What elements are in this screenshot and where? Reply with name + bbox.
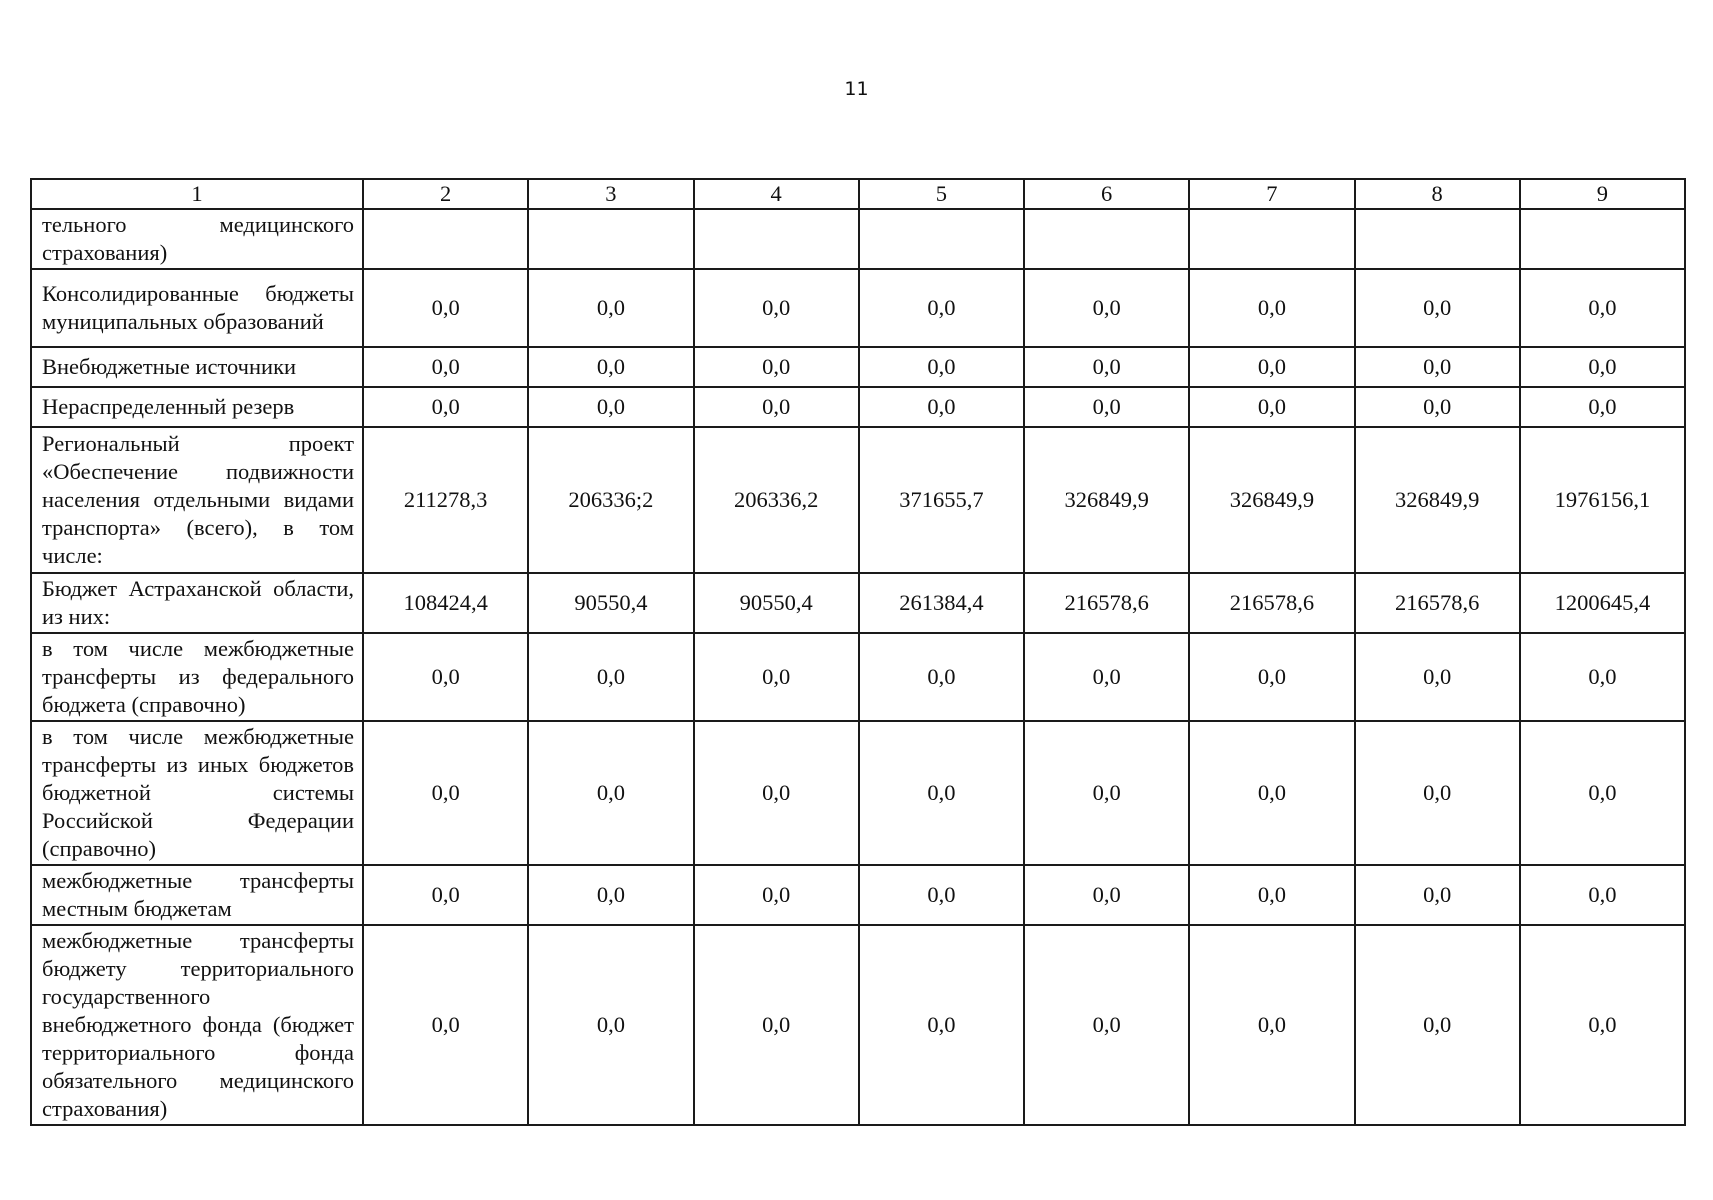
- value-cell-col-4: 0,0: [694, 387, 859, 427]
- value-cell-col-3: [528, 209, 693, 269]
- value-cell-col-6: 0,0: [1024, 925, 1189, 1125]
- value-cell-col-5: 0,0: [859, 347, 1024, 387]
- value-cell-col-7: 0,0: [1189, 347, 1354, 387]
- row-label: тельного медицинского страхования): [31, 209, 363, 269]
- value-cell-col-4: 90550,4: [694, 573, 859, 633]
- value-cell-col-2: 0,0: [363, 633, 528, 721]
- row-label: в том числе межбюджетные трансферты из федерального бюджета (справочно): [31, 633, 363, 721]
- value-cell-col-5: 0,0: [859, 721, 1024, 865]
- value-cell-col-6: 0,0: [1024, 269, 1189, 347]
- column-header-5: 5: [859, 179, 1024, 209]
- value-cell-col-7: 0,0: [1189, 925, 1354, 1125]
- column-header-8: 8: [1355, 179, 1520, 209]
- value-cell-col-2: 0,0: [363, 865, 528, 925]
- column-header-6: 6: [1024, 179, 1189, 209]
- value-cell-col-7: 0,0: [1189, 387, 1354, 427]
- page-number: 11: [844, 78, 869, 100]
- value-cell-col-8: 0,0: [1355, 269, 1520, 347]
- value-cell-col-4: 0,0: [694, 633, 859, 721]
- value-cell-col-2: 108424,4: [363, 573, 528, 633]
- value-cell-col-5: 0,0: [859, 865, 1024, 925]
- table-row: [31, 387, 1685, 427]
- value-cell-col-6: 0,0: [1024, 387, 1189, 427]
- value-cell-col-7: 0,0: [1189, 269, 1354, 347]
- table-row: [31, 633, 1685, 721]
- value-cell-col-9: 1976156,1: [1520, 427, 1685, 573]
- value-cell-col-5: [859, 209, 1024, 269]
- value-cell-col-3: 0,0: [528, 387, 693, 427]
- table-row: [31, 865, 1685, 925]
- value-cell-col-8: 0,0: [1355, 865, 1520, 925]
- value-cell-col-5: 0,0: [859, 925, 1024, 1125]
- table-body: [31, 209, 1685, 1125]
- value-cell-col-9: 0,0: [1520, 925, 1685, 1125]
- table-row: [31, 347, 1685, 387]
- value-cell-col-8: 0,0: [1355, 347, 1520, 387]
- column-header-9: 9: [1520, 179, 1685, 209]
- row-label: Внебюджетные источники: [31, 347, 363, 387]
- column-header-1: 1: [31, 179, 363, 209]
- header-row: [31, 179, 1685, 209]
- value-cell-col-8: [1355, 209, 1520, 269]
- value-cell-col-4: 0,0: [694, 721, 859, 865]
- column-header-4: 4: [694, 179, 859, 209]
- value-cell-col-3: 206336;2: [528, 427, 693, 573]
- value-cell-col-9: 0,0: [1520, 865, 1685, 925]
- value-cell-col-4: 0,0: [694, 865, 859, 925]
- table-row: [31, 209, 1685, 269]
- value-cell-col-3: 0,0: [528, 347, 693, 387]
- row-label: Консолидированные бюджеты муниципальных образований: [31, 269, 363, 347]
- row-label: Бюджет Астраханской области, из них:: [31, 573, 363, 633]
- value-cell-col-4: 0,0: [694, 347, 859, 387]
- value-cell-col-2: 0,0: [363, 269, 528, 347]
- value-cell-col-5: 0,0: [859, 269, 1024, 347]
- value-cell-col-9: 0,0: [1520, 387, 1685, 427]
- value-cell-col-3: 0,0: [528, 865, 693, 925]
- value-cell-col-7: 0,0: [1189, 721, 1354, 865]
- value-cell-col-3: 0,0: [528, 925, 693, 1125]
- value-cell-col-2: 0,0: [363, 721, 528, 865]
- value-cell-col-8: 216578,6: [1355, 573, 1520, 633]
- table-row: [31, 573, 1685, 633]
- value-cell-col-7: 0,0: [1189, 633, 1354, 721]
- row-label: в том числе межбюджетные трансферты из иных бюджетов бюджетной системы Российской Федерации (справочно): [31, 721, 363, 865]
- value-cell-col-9: 1200645,4: [1520, 573, 1685, 633]
- value-cell-col-9: [1520, 209, 1685, 269]
- value-cell-col-7: 0,0: [1189, 865, 1354, 925]
- value-cell-col-2: 0,0: [363, 387, 528, 427]
- value-cell-col-5: 371655,7: [859, 427, 1024, 573]
- value-cell-col-6: 0,0: [1024, 865, 1189, 925]
- value-cell-col-4: [694, 209, 859, 269]
- table-row: [31, 427, 1685, 573]
- value-cell-col-7: 216578,6: [1189, 573, 1354, 633]
- value-cell-col-8: 326849,9: [1355, 427, 1520, 573]
- row-label: Региональный проект «Обеспечение подвижности населения отдельными видами транспорта» (всего), в том числе:: [31, 427, 363, 573]
- value-cell-col-8: 0,0: [1355, 387, 1520, 427]
- value-cell-col-6: [1024, 209, 1189, 269]
- value-cell-col-5: 261384,4: [859, 573, 1024, 633]
- value-cell-col-4: 0,0: [694, 925, 859, 1125]
- row-label: межбюджетные трансферты местным бюджетам: [31, 865, 363, 925]
- table-row: [31, 925, 1685, 1125]
- value-cell-col-2: 0,0: [363, 925, 528, 1125]
- table-row: [31, 269, 1685, 347]
- value-cell-col-2: [363, 209, 528, 269]
- value-cell-col-5: 0,0: [859, 633, 1024, 721]
- row-label: межбюджетные трансферты бюджету территориального государственного внебюджетного фонда (бюджет территориального фонда обязательного медицинского страхования): [31, 925, 363, 1125]
- row-label: Нераспределенный резерв: [31, 387, 363, 427]
- value-cell-col-8: 0,0: [1355, 633, 1520, 721]
- value-cell-col-5: 0,0: [859, 387, 1024, 427]
- value-cell-col-8: 0,0: [1355, 925, 1520, 1125]
- value-cell-col-6: 216578,6: [1024, 573, 1189, 633]
- value-cell-col-2: 211278,3: [363, 427, 528, 573]
- table-row: [31, 721, 1685, 865]
- value-cell-col-3: 0,0: [528, 721, 693, 865]
- value-cell-col-2: 0,0: [363, 347, 528, 387]
- value-cell-col-8: 0,0: [1355, 721, 1520, 865]
- value-cell-col-6: 0,0: [1024, 721, 1189, 865]
- value-cell-col-6: 326849,9: [1024, 427, 1189, 573]
- value-cell-col-7: 326849,9: [1189, 427, 1354, 573]
- value-cell-col-9: 0,0: [1520, 633, 1685, 721]
- value-cell-col-9: 0,0: [1520, 347, 1685, 387]
- column-header-3: 3: [528, 179, 693, 209]
- value-cell-col-9: 0,0: [1520, 269, 1685, 347]
- value-cell-col-9: 0,0: [1520, 721, 1685, 865]
- value-cell-col-3: 0,0: [528, 269, 693, 347]
- budget-table: [30, 178, 1686, 1126]
- value-cell-col-6: 0,0: [1024, 347, 1189, 387]
- value-cell-col-7: [1189, 209, 1354, 269]
- column-header-2: 2: [363, 179, 528, 209]
- value-cell-col-3: 0,0: [528, 633, 693, 721]
- value-cell-col-4: 0,0: [694, 269, 859, 347]
- value-cell-col-3: 90550,4: [528, 573, 693, 633]
- value-cell-col-6: 0,0: [1024, 633, 1189, 721]
- value-cell-col-4: 206336,2: [694, 427, 859, 573]
- column-header-7: 7: [1189, 179, 1354, 209]
